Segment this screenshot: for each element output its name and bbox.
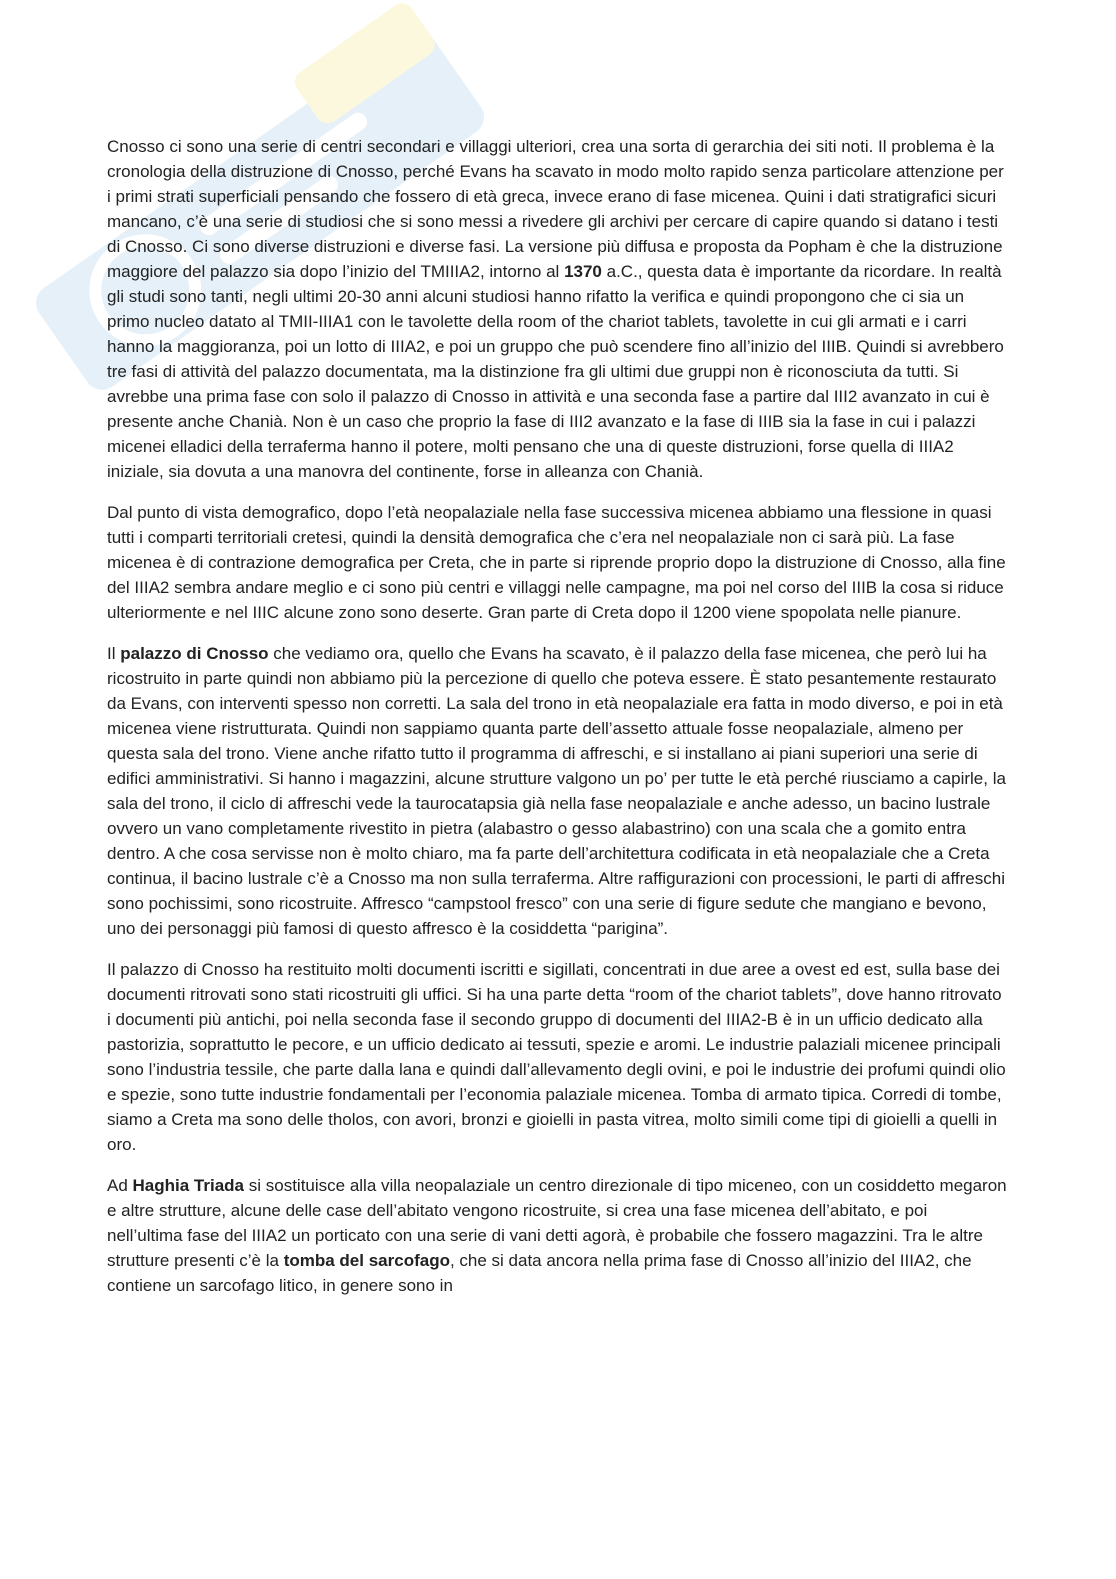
term-haghia-triada: Haghia Triada: [132, 1176, 245, 1195]
text-segment: Il palazzo di Cnosso ha restituito molti documenti iscritti e sigillati, concentrati in due aree a ovest ed est, sulla base dei documenti ritrovati sono stati ricostruiti gli uffici. Si ha una parte detta “room of the chariot tablets”, dove hanno ritrovato i documenti più antichi, poi nella seconda fase il secondo gruppo di documenti del IIIA2-B è in un ufficio dedicato alla pastorizia, soprattutto le pecore, e un ufficio dedicato ai tessuti, spezie e aromi. Le industrie palaziali micenee principali sono l’industria tessile, che parte dalla lana e quindi dall’allevamento degli ovini, e poi le industrie dei profumi quindi olio e spezie, sono tutte industrie fondamentali per l’economia palaziale micenea. Tomba di armato tipica. Corredi di tombe, siamo a Creta ma sono delle tholos, con avori, bronzi e gioielli in pasta vitrea, molto simili come tipi di gioielli a quelli in oro.: [107, 960, 1006, 1154]
text-segment: Il: [107, 644, 121, 663]
paragraph-cnosso-chronology: [107, 134, 1007, 484]
paragraph-demography: [107, 500, 1007, 625]
text-segment: Dal punto di vista demografico, dopo l’età neopalaziale nella fase successiva micenea abbiamo una flessione in quasi tutti i comparti territoriali cretesi, quindi la densità demografica che c’era nel neopalaziale non ci sarà più. La fase micenea è di contrazione demografica per Creta, che in parte si riprende proprio dopo la distruzione di Cnosso, alla fine del IIIA2 sembra andare meglio e ci sono più centri e villaggi nelle campagne, ma poi nel corso del IIIB la cosa si riduce ulteriormente e nel IIIC alcune zono sono deserte. Gran parte di Creta dopo il 1200 viene spopolata nelle pianure.: [107, 503, 1006, 622]
term-palazzo-di-cnosso: palazzo di Cnosso: [120, 644, 269, 663]
text-segment: Ad: [107, 1176, 133, 1195]
text-segment: a.C., questa data è importante da ricordare. In realtà gli studi sono tanti, negli ultimi 20-30 anni alcuni studiosi hanno rifatto la verifica e quindi propongono che ci sia un primo nucleo datato al TMII-IIIA1 con le tavolette della room of the chariot tablets, tavolette in cui gli armati e i carri hanno la maggioranza, poi un lotto di IIIA2, e poi un gruppo che può scendere fino all’inizio del IIIB. Quindi si avrebbero tre fasi di attività del palazzo documentata, ma la distinzione fra gli ultimi due gruppi non è riconosciuta da tutti. Si avrebbe una prima fase con solo il palazzo di Cnosso in attività e una seconda fase a partire dal III2 avanzato in cui è presente anche Chanià. Non è un caso che proprio la fase di III2 avanzato e la fase di IIIB sia la fase in cui i palazzi micenei elladici della terraferma hanno il potere, molti pensano che una di queste distruzioni, forse quella di IIIA2 iniziale, sia dovuta a una manovra del continente, forse in alleanza con Chanià.: [107, 262, 1004, 481]
paragraph-haghia-triada: [107, 1173, 1007, 1298]
text-segment: si sostituisce alla villa neopalaziale un centro direzionale di tipo miceneo, con un cosiddetto megaron e altre strutture, alcune delle case dell’abitato vengono ricostruite, si crea una fase micenea dell’abitato, e poi nell’ultima fase del IIIA2 un porticato con una serie di vani detti agorà, è probabile che fossero magazzini. Tra le altre strutture presenti c’è la: [107, 1176, 1007, 1270]
paragraph-documents: [107, 957, 1007, 1157]
term-tomba-del-sarcofago: tomba del sarcofago: [283, 1251, 450, 1270]
text-segment: che vediamo ora, quello che Evans ha scavato, è il palazzo della fase micenea, che però lui ha ricostruito in parte quindi non abbiamo più la percezione di quello che poteva essere. È stato pesantemente restaurato da Evans, con interventi spesso non corretti. La sala del trono in età neopalaziale era fatta in modo diverso, e poi in età micenea viene ristrutturata. Quindi non sappiamo quanta parte dell’assetto attuale fosse neopalaziale, almeno per questa sala del trono. Viene anche rifatto tutto il programma di affreschi, e si installano ai piani superiori una serie di edifici amministrativi. Si hanno i magazzini, alcune strutture valgono un po’ per tutte le età perché riusciamo a capirle, la sala del trono, il ciclo di affreschi vede la taurocatapsia già nella fase neopalaziale e anche adesso, un bacino lustrale ovvero un vano completamente rivestito in pietra (alabastro o gesso alabastrino) con una scala che a gomito entra dentro. A che cosa servisse non è molto chiaro, ma fa parte dell’architettura codificata in età neopalaziale che a Creta continua, il bacino lustrale c’è a Cnosso ma non sulla terraferma. Altre raffigurazioni con processioni, le parti di affreschi sono pochissimi, sono ricostruite. Affresco “campstool fresco” con una serie di figure sedute che mangiano e bevono, uno dei personaggi più famosi di questo affresco è la cosiddetta “parigina”.: [107, 644, 1006, 938]
text-segment: , che si data ancora nella prima fase di Cnosso all’inizio del IIIA2, che contiene un sarcofago litico, in genere sono in: [107, 1251, 972, 1295]
watermark-accent: [290, 0, 439, 128]
text-segment: Cnosso ci sono una serie di centri secondari e villaggi ulteriori, crea una sorta di gerarchia dei siti noti. Il problema è la cronologia della distruzione di Cnosso, perché Evans ha scavato in modo molto rapido senza particolare attenzione per i primi strati superficiali pensando che fossero di età greca, invece erano di fase micenea. Quini i dati stratigrafici sicuri mancano, c’è una serie di studiosi che si sono messi a rivedere gli archivi per cercare di capire quando si datano i testi di Cnosso. Ci sono diverse distruzioni e diverse fasi. La versione più diffusa e proposta da Popham è che la distruzione maggiore del palazzo sia dopo l’inizio del TMIIIA2, intorno al: [107, 137, 1004, 281]
paragraph-palazzo-cnosso: [107, 641, 1007, 941]
date-1370-highlight: 1370: [564, 262, 602, 281]
document-body: [107, 134, 1007, 1314]
